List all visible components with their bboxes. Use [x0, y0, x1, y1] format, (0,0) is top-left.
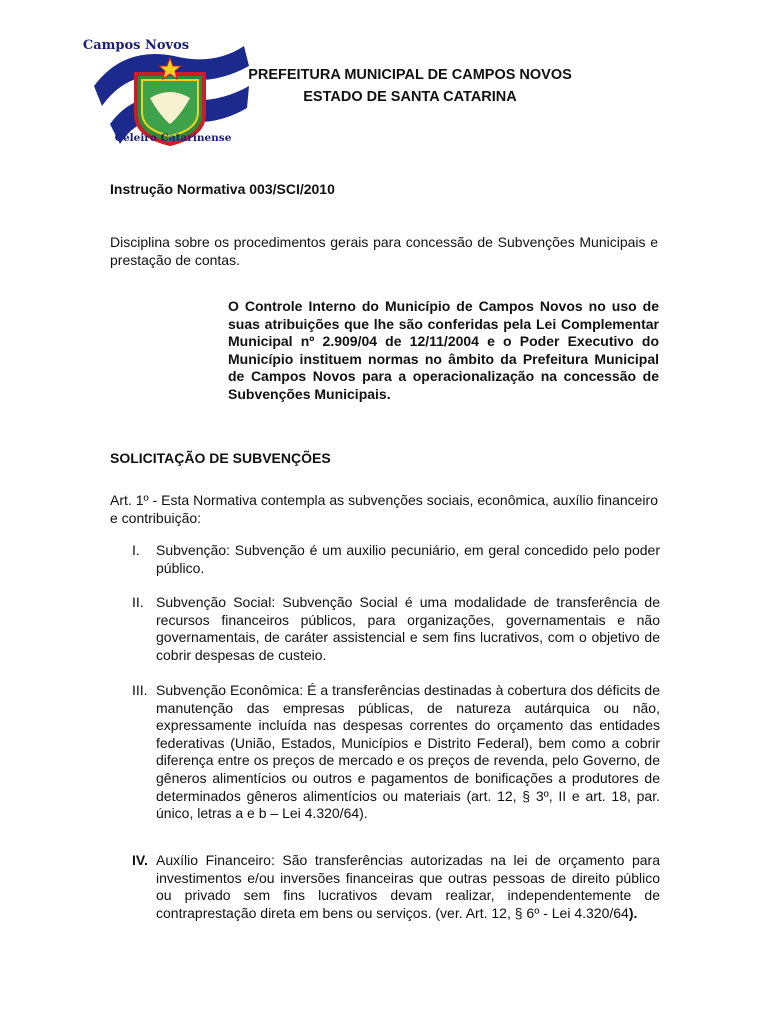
list-item-number: III.: [132, 682, 148, 698]
document-summary: [110, 234, 658, 269]
article-1-text: Art. 1º - Esta Normativa contempla as subvenções sociais, econômica, auxílio financeiro e contribuição:: [110, 492, 658, 526]
summary-text: Disciplina sobre os procedimentos gerais para concessão de Subvenções Municipais e prestação de contas.: [110, 234, 658, 268]
header-line-2: ESTADO DE SANTA CATARINA: [303, 89, 517, 105]
document-header: [200, 64, 620, 108]
list-item-text: Subvenção Econômica: É a transferências destinadas à cobertura dos déficits de manutenção das empresas públicas, de natureza autárquica ou não, expressamente incluída nas despesas correntes do orçamento das entidades federativas (União, Estados, Municípios e Distrito Federal), bem como a cobrir diferença entre os preços de mercado e os preços de revenda, pelo Governo, de gêneros alimentícios ou outros e pagamentos de bonificações a produtores de determinados gêneros alimentícios ou materiais (art. 12, § 3º, II e art. 18, par. único, letras a e b – Lei 4.320/64).: [156, 682, 660, 822]
list-item-text: Subvenção Social: Subvenção Social é uma modalidade de transferência de recursos financeiros públicos, para organizações, governamentais e não governamentais, de caráter assistencial e sem fins lucrativos, com o objetivo de cobrir despesas de custeio.: [156, 594, 660, 663]
article-1: [110, 492, 658, 527]
preamble: [228, 298, 659, 404]
list-item-tail: ).: [628, 904, 638, 921]
list-item-number: II.: [132, 594, 144, 610]
section-heading: SOLICITAÇÃO DE SUBVENÇÕES: [110, 450, 331, 466]
logo-bottom-text: Celeiro Catarinense: [114, 132, 232, 144]
document-title: Instrução Normativa 003/SCI/2010: [110, 181, 335, 197]
header-line-1: PREFEITURA MUNICIPAL DE CAMPOS NOVOS: [248, 67, 572, 83]
list-item-body: Auxílio Financeiro: São transferências autorizadas na lei de orçamento para investimentos e/ou inversões financeiras que outras pessoas de direito público ou privado sem fins lucrativos devam realizar, independentemente de contraprestação direta em bens ou serviços. (ver. Art. 12, § 6º - Lei 4.320/64: [156, 852, 660, 921]
list-item-number: I.: [132, 542, 140, 558]
preamble-text: O Controle Interno do Município de Campos Novos no uso de suas atribuições que lhe são conferidas pela Lei Complementar Municipal nº 2.909/04 de 12/11/2004 e o Poder Executivo do Município instituem normas no âmbito da Prefeitura Municipal de Campos Novos para a operacionalização na concessão de Subvenções Municipais.: [228, 298, 659, 402]
logo-top-text: Campos Novos: [82, 38, 190, 53]
list-item-text: [156, 852, 660, 922]
list-item-text: Subvenção: Subvenção é um auxilio pecuniário, em geral concedido pelo poder público.: [156, 542, 660, 576]
list-item-number: IV.: [132, 852, 148, 868]
